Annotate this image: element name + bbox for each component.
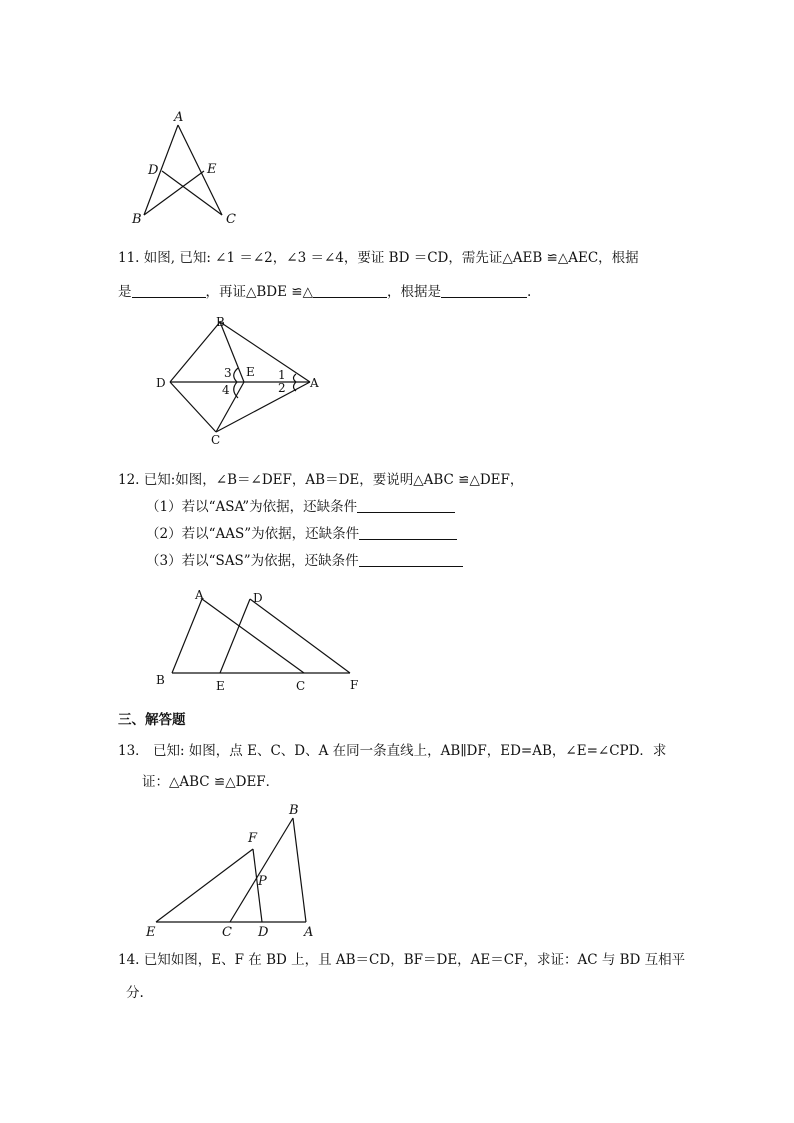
- segment-EF: [156, 849, 253, 922]
- q11-blank-3[interactable]: [441, 283, 527, 298]
- q11-line1: 11. 如图, 已知: ∠1 ＝∠2，∠3 ＝∠4，要证 BD ＝CD，需先证△AEB ≌△AEC，根据: [118, 250, 639, 266]
- q11-text-c: ，根据是: [386, 284, 441, 300]
- label-A: A: [174, 110, 184, 125]
- q12-stem: 12. 已知:如图，∠B＝∠DEF，AB＝DE，要说明△ABC ≌△DEF，: [118, 472, 524, 488]
- label-B: B: [216, 315, 225, 329]
- angle-arc-4: [234, 382, 238, 398]
- q12-part1-text: （1）若以“ASA”为依据，还缺条件: [146, 499, 358, 515]
- label-A: A: [304, 925, 314, 940]
- q14-line2: 分.: [126, 985, 144, 1001]
- label-D: D: [253, 591, 263, 605]
- q12-blank-1[interactable]: [357, 498, 455, 513]
- label-angle-1: 1: [278, 368, 286, 382]
- q12-part2-text: （2）若以“AAS”为依据，还缺条件: [146, 526, 360, 542]
- label-B: B: [289, 803, 299, 818]
- figure-q10: [120, 105, 260, 230]
- label-E: E: [216, 679, 225, 693]
- label-D: D: [258, 925, 269, 940]
- label-A: A: [310, 376, 319, 390]
- figure-q12: [150, 585, 380, 700]
- label-C: C: [211, 433, 221, 447]
- label-E: E: [246, 365, 255, 379]
- section-heading: 三、解答题: [118, 712, 186, 728]
- q12-part1: [146, 497, 455, 517]
- segment-BA: [293, 818, 306, 922]
- segment-AB: [172, 599, 202, 673]
- q11-text-b: ，再证△BDE ≌△: [205, 284, 313, 300]
- label-angle-2: 2: [278, 381, 286, 395]
- label-E: E: [207, 162, 217, 177]
- segment-DC: [170, 382, 216, 432]
- label-F: F: [350, 678, 359, 692]
- q11-text-d: .: [526, 284, 532, 300]
- segment-DE: [220, 599, 250, 673]
- label-D: D: [148, 163, 159, 178]
- label-C: C: [296, 679, 306, 693]
- q14-line1: 14. 已知如图，E、F 在 BD 上，且 AB＝CD，BF＝DE，AE＝CF，求证：AC 与 BD 互相平: [118, 952, 686, 968]
- figure-q13: [140, 800, 340, 945]
- q12-blank-3[interactable]: [359, 552, 463, 567]
- q11-blank-2[interactable]: [313, 283, 387, 298]
- q12-part3: [146, 551, 463, 571]
- angle-arc-1: [294, 374, 297, 382]
- q11-text-a: 是: [118, 284, 132, 300]
- angle-arc-3: [234, 368, 238, 382]
- segment-CB: [230, 818, 293, 922]
- label-F: F: [248, 831, 258, 846]
- q12-blank-2[interactable]: [359, 525, 457, 540]
- q12-part2: [146, 524, 457, 544]
- segment-BA: [220, 322, 310, 382]
- label-angle-3: 3: [224, 366, 232, 380]
- label-B: B: [132, 212, 142, 227]
- label-B: B: [156, 673, 165, 687]
- label-D: D: [156, 376, 166, 390]
- label-C: C: [226, 212, 236, 227]
- label-P: P: [258, 874, 267, 889]
- label-E: E: [146, 925, 156, 940]
- q11-blank-1[interactable]: [132, 283, 206, 298]
- segment-AC: [202, 599, 304, 673]
- label-angle-4: 4: [222, 383, 230, 397]
- q13-line1: 13． 已知: 如图，点 E、C、D、A 在同一条直线上，AB∥DF，ED=AB，∠E=∠CPD．求: [118, 743, 667, 759]
- segment-DF: [250, 599, 350, 673]
- q11-line2: [118, 282, 531, 302]
- figure-q11: [150, 310, 340, 450]
- q12-part3-text: （3）若以“SAS”为依据，还缺条件: [146, 553, 359, 569]
- segment-DC: [162, 171, 222, 215]
- label-A: A: [195, 588, 204, 602]
- label-C: C: [222, 925, 232, 940]
- q13-line2: 证：△ABC ≌△DEF．: [142, 774, 280, 790]
- segment-BD: [170, 322, 220, 382]
